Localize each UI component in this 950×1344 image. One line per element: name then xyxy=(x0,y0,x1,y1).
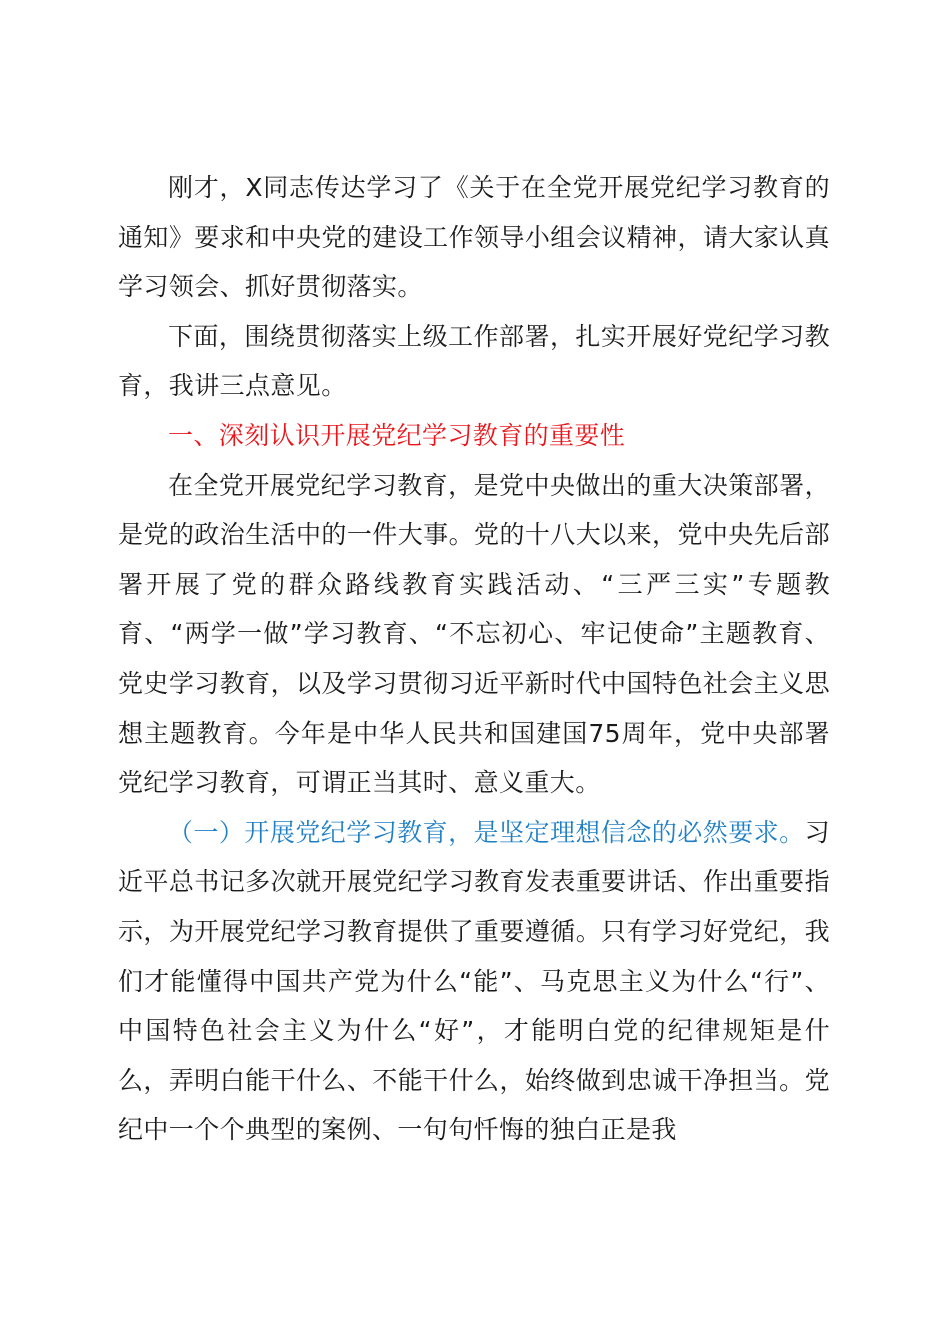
document-page xyxy=(118,163,830,1155)
section-heading-1-text: 一、深刻认识开展党纪学习教育的重要性 xyxy=(168,420,626,450)
section-heading-1 xyxy=(118,411,830,461)
paragraph-overview-text: 下面，围绕贯彻落实上级工作部署，扎实开展好党纪学习教育，我讲三点意见。 xyxy=(118,321,830,401)
paragraph-intro-text: 刚才，X同志传达学习了《关于在全党开展党纪学习教育的通知》要求和中央党的建设工作领导小组会议精神，请大家认真学习领会、抓好贯彻落实。 xyxy=(118,173,830,302)
paragraph-intro xyxy=(118,163,830,312)
paragraph-point-1 xyxy=(118,808,830,1155)
paragraph-point-1-text: 习近平总书记多次就开展党纪学习教育发表重要讲话、作出重要指示，为开展党纪学习教育提供了重要遵循。只有学习好党纪，我们才能懂得中国共产党为什么“能”、马克思主义为什么“行”、中国特色社会主义为什么“好”，才能明白党的纪律规矩是什么，弄明白能干什么、不能干什么，始终做到忠诚干净担当。党纪中一个个典型的案例、一句句忏悔的独白正是我 xyxy=(118,817,830,1145)
paragraph-background xyxy=(118,461,830,808)
paragraph-background-text: 在全党开展党纪学习教育，是党中央做出的重大决策部署，是党的政治生活中的一件大事。党的十八大以来，党中央先后部署开展了党的群众路线教育实践活动、“三严三实”专题教育、“两学一做”学习教育、“不忘初心、牢记使命”主题教育、党史学习教育，以及学习贯彻习近平新时代中国特色社会主义思想主题教育。今年是中华人民共和国建国75周年，党中央部署党纪学习教育，可谓正当其时、意义重大。 xyxy=(118,470,830,798)
paragraph-overview xyxy=(118,312,830,411)
subheading-point-1: （一）开展党纪学习教育，是坚定理想信念的必然要求。 xyxy=(168,817,805,847)
